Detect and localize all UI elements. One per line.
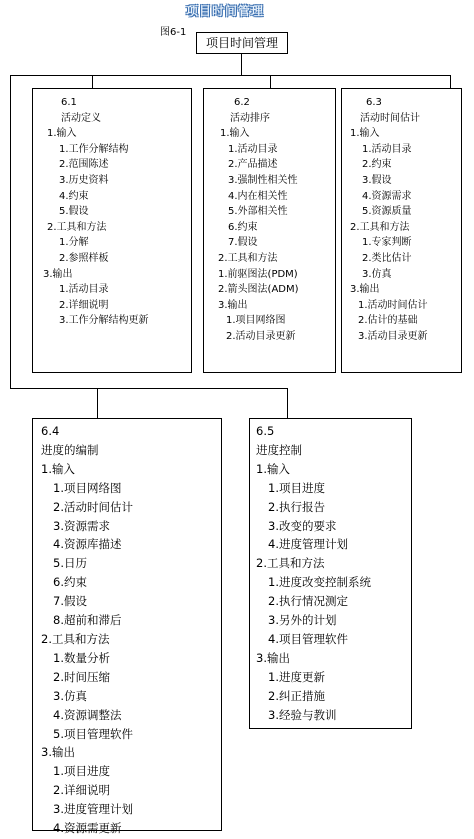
box-6-4-line: 1.项目网络图 [53,480,122,495]
box-schedule-development [32,418,222,836]
connector-to-6-2 [270,75,271,88]
box-6-4-line: 8.超前和滞后 [53,613,122,628]
box-6-3-line: 2.类比估计 [362,252,412,264]
box-6-2-line: 7.假设 [228,237,258,249]
box-6-4-line: 6.约束 [53,575,87,590]
box-6-5-line: 1.进度改变控制系统 [268,575,371,590]
box-6-5-line: 6.5 [256,424,275,438]
box-6-5-line: 进度控制 [256,442,302,457]
box-6-3-line: 3.仿真 [362,268,392,280]
box-6-2-line: 2.活动目录更新 [226,330,296,342]
box-6-2-line: 3.强制性相关性 [228,174,298,186]
box-6-2-line: 2.工具和方法 [218,252,278,264]
box-6-4-line: 7.假设 [53,594,87,609]
box-6-5-line: 1.输入 [256,461,290,476]
box-6-2-line: 1.项目网络图 [226,315,286,327]
box-activity-definition [32,88,192,373]
box-6-2-line: 4.内在相关性 [228,190,288,202]
box-6-4-line: 6.4 [41,424,60,438]
box-6-1-line: 5.假设 [59,206,89,218]
box-6-2-line: 2.产品描述 [228,159,278,171]
box-6-4-line: 5.日历 [53,556,87,571]
box-6-1-line: 3.历史资料 [59,174,109,186]
box-6-2-line: 活动排序 [230,112,270,124]
box-6-3-line: 2.约束 [362,159,392,171]
box-6-1-line: 3.输出 [43,268,73,280]
box-6-4-line: 1.项目进度 [53,764,110,779]
box-6-4-line: 3.进度管理计划 [53,802,133,817]
box-6-5-line: 2.纠正措施 [268,688,325,703]
box-6-3-line: 3.输出 [350,284,380,296]
connector-to-6-3 [450,75,451,88]
box-6-4-line: 2.工具和方法 [41,631,110,646]
box-6-5-line: 2.执行报告 [268,499,325,514]
box-6-4-line: 2.详细说明 [53,783,110,798]
box-6-3-line: 1.专家判断 [362,237,412,249]
box-6-2-line: 6.2 [234,97,250,108]
box-6-3-line: 1.活动时间估计 [358,299,428,311]
box-6-5-line: 3.改变的要求 [268,518,337,533]
box-6-5-line: 4.进度管理计划 [268,537,348,552]
box-6-5-line: 4.项目管理软件 [268,631,348,646]
box-6-4-line: 进度的编制 [41,442,99,457]
box-6-2-line: 5.外部相关性 [228,206,288,218]
box-6-1-line: 2.参照样板 [59,252,109,264]
box-activity-duration-estimating [341,88,462,373]
box-6-1-line: 2.工具和方法 [47,221,107,233]
box-6-3-line: 3.活动目录更新 [358,330,428,342]
box-6-4-line: 3.资源需求 [53,518,110,533]
box-6-3-line: 1.活动目录 [362,143,412,155]
box-6-4-line: 3.输出 [41,745,75,760]
box-6-4-line: 4.资源需更新 [53,821,122,836]
box-6-1-line: 1.分解 [59,237,89,249]
box-6-5-line: 1.项目进度 [268,480,325,495]
box-6-1-line: 2.范围陈述 [59,159,109,171]
connector-bottom-bar [10,388,288,389]
box-6-4-line: 5.项目管理软件 [53,726,133,741]
connector-top-bar [10,75,450,76]
box-6-3-line: 6.3 [366,97,382,108]
box-6-2-line: 6.约束 [228,221,258,233]
connector-to-6-5 [287,388,288,418]
connector-to-6-1 [92,75,93,88]
box-6-3-line: 5.资源质量 [362,206,412,218]
connector-root-down [241,53,242,75]
box-6-5-line: 1.进度更新 [268,669,325,684]
box-6-2-line: 2.箭头图法(ADM) [218,284,299,296]
box-6-1-line: 3.工作分解结构更新 [59,315,149,327]
connector-to-6-4 [97,388,98,418]
figure-label: 图6-1 [160,27,187,38]
box-6-4-line: 4.资源调整法 [53,707,122,722]
box-schedule-control [249,418,412,729]
root-node: 项目时间管理 [196,32,288,54]
box-6-1-line: 1.活动目录 [59,284,109,296]
box-6-4-line: 1.数量分析 [53,650,110,665]
box-6-3-line: 活动时间估计 [360,112,420,124]
box-6-2-line: 3.输出 [218,299,248,311]
box-6-1-line: 4.约束 [59,190,89,202]
box-6-5-line: 2.执行情况测定 [268,594,348,609]
box-6-5-line: 3.输出 [256,650,290,665]
box-6-5-line: 3.另外的计划 [268,613,337,628]
box-6-3-line: 4.资源需求 [362,190,412,202]
box-6-4-line: 2.时间压缩 [53,669,110,684]
box-6-3-line: 2.估计的基础 [358,315,418,327]
box-6-2-line: 1.输入 [220,128,250,140]
watermark-title: 项目时间管理 [186,4,265,18]
box-6-3-line: 1.输入 [350,128,380,140]
box-6-3-line: 3.假设 [362,174,392,186]
box-6-5-line: 2.工具和方法 [256,556,325,571]
box-6-1-line: 2.详细说明 [59,299,109,311]
box-6-2-line: 1.活动目录 [228,143,278,155]
connector-left-trunk [10,75,11,388]
box-6-1-line: 1.工作分解结构 [59,143,129,155]
box-6-4-line: 4.资源库描述 [53,537,122,552]
box-6-3-line: 2.工具和方法 [350,221,410,233]
box-6-4-line: 3.仿真 [53,688,87,703]
box-6-1-line: 6.1 [61,97,77,108]
box-6-4-line: 1.输入 [41,461,75,476]
box-6-4-line: 2.活动时间估计 [53,499,133,514]
box-6-1-line: 活动定义 [61,112,101,124]
box-6-1-line: 1.输入 [47,128,77,140]
box-6-5-line: 3.经验与教训 [268,707,337,722]
box-6-2-line: 1.前驱图法(PDM) [218,268,298,280]
box-activity-sequencing [203,88,336,373]
